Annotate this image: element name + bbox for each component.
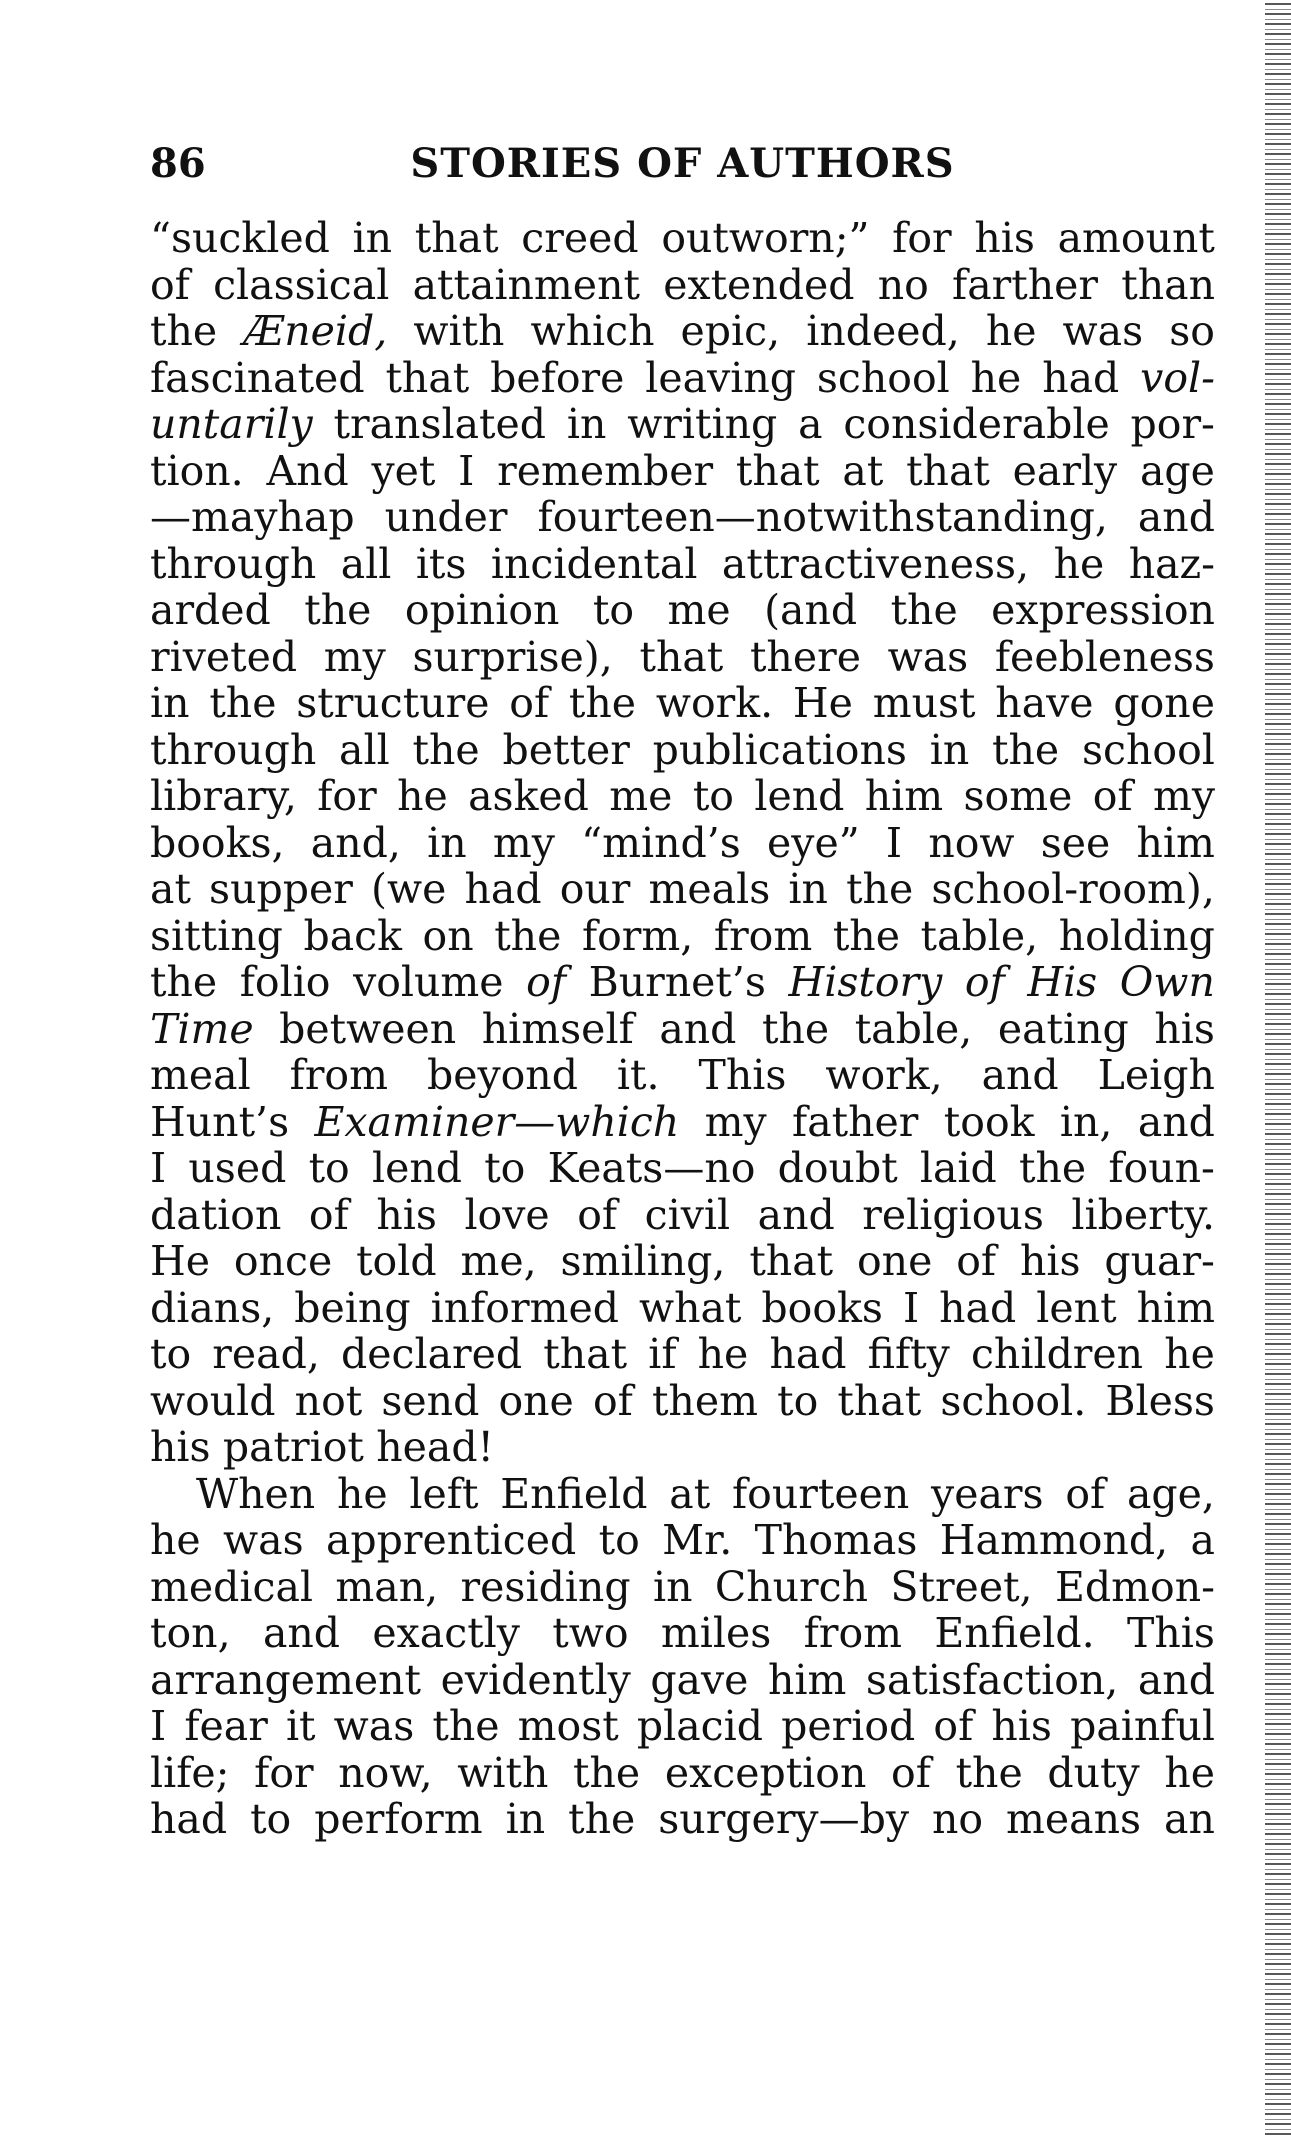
page-edge-texture xyxy=(1265,0,1291,2138)
text-line: arrangement evidently gave him satisfaction, and xyxy=(150,1656,1215,1703)
text-line: library, for he asked me to lend him some of my xyxy=(150,773,1215,820)
text-line: medical man, residing in Church Street, Edmon- xyxy=(150,1563,1215,1610)
text-line: tion. And yet I remember that at that early age xyxy=(150,447,1215,494)
body-text xyxy=(150,215,1215,1843)
text-line: at supper (we had our meals in the school-room), xyxy=(150,866,1215,913)
text-line: “suckled in that creed outworn;” for his amount xyxy=(150,215,1215,262)
text-line: had to perform in the surgery—by no means an xyxy=(150,1796,1215,1843)
text-line: in the structure of the work. He must have gone xyxy=(150,680,1215,727)
text-line: —mayhap under fourteen—notwithstanding, and xyxy=(150,494,1215,541)
text-line: When he left Enfield at fourteen years of age, xyxy=(196,1470,1215,1517)
page-header xyxy=(150,140,1215,200)
text-line: Hunt’s Examiner—which my father took in, and xyxy=(150,1098,1215,1145)
text-line: untarily translated in writing a considerable por- xyxy=(150,401,1215,448)
text-line: the folio volume of Burnet’s History of His Own xyxy=(150,959,1215,1006)
text-line: to read, declared that if he had fifty children he xyxy=(150,1331,1215,1378)
text-line: through all the better publications in the school xyxy=(150,726,1215,773)
text-line: riveted my surprise), that there was feebleness xyxy=(150,633,1215,680)
text-line: Time between himself and the table, eating his xyxy=(150,1005,1215,1052)
text-line: I used to lend to Keats—no doubt laid the foun- xyxy=(150,1145,1215,1192)
text-line: fascinated that before leaving school he had vol- xyxy=(150,354,1215,401)
text-line: through all its incidental attractiveness, he haz- xyxy=(150,540,1215,587)
running-head: STORIES OF AUTHORS xyxy=(410,140,955,187)
text-line: would not send one of them to that school. Bless xyxy=(150,1377,1215,1424)
text-line: dians, being informed what books I had lent him xyxy=(150,1284,1215,1331)
text-line: his patriot head! xyxy=(150,1424,495,1471)
text-line: books, and, in my “mind’s eye” I now see him xyxy=(150,819,1215,866)
text-line: meal from beyond it. This work, and Leigh xyxy=(150,1052,1215,1099)
text-line: life; for now, with the exception of the duty he xyxy=(150,1749,1215,1796)
text-line: he was apprenticed to Mr. Thomas Hammond, a xyxy=(150,1517,1215,1564)
text-line: arded the opinion to me (and the expression xyxy=(150,587,1215,634)
text-line: the Æneid, with which epic, indeed, he was so xyxy=(150,308,1215,355)
page-number: 86 xyxy=(150,140,206,187)
text-line: He once told me, smiling, that one of his guar- xyxy=(150,1238,1215,1285)
text-line: of classical attainment extended no farther than xyxy=(150,261,1215,308)
text-line: ton, and exactly two miles from Enfield. This xyxy=(150,1610,1215,1657)
text-line: sitting back on the form, from the table, holding xyxy=(150,912,1215,959)
text-line: dation of his love of civil and religious liberty. xyxy=(150,1191,1215,1238)
text-line: I fear it was the most placid period of his painful xyxy=(150,1703,1215,1750)
